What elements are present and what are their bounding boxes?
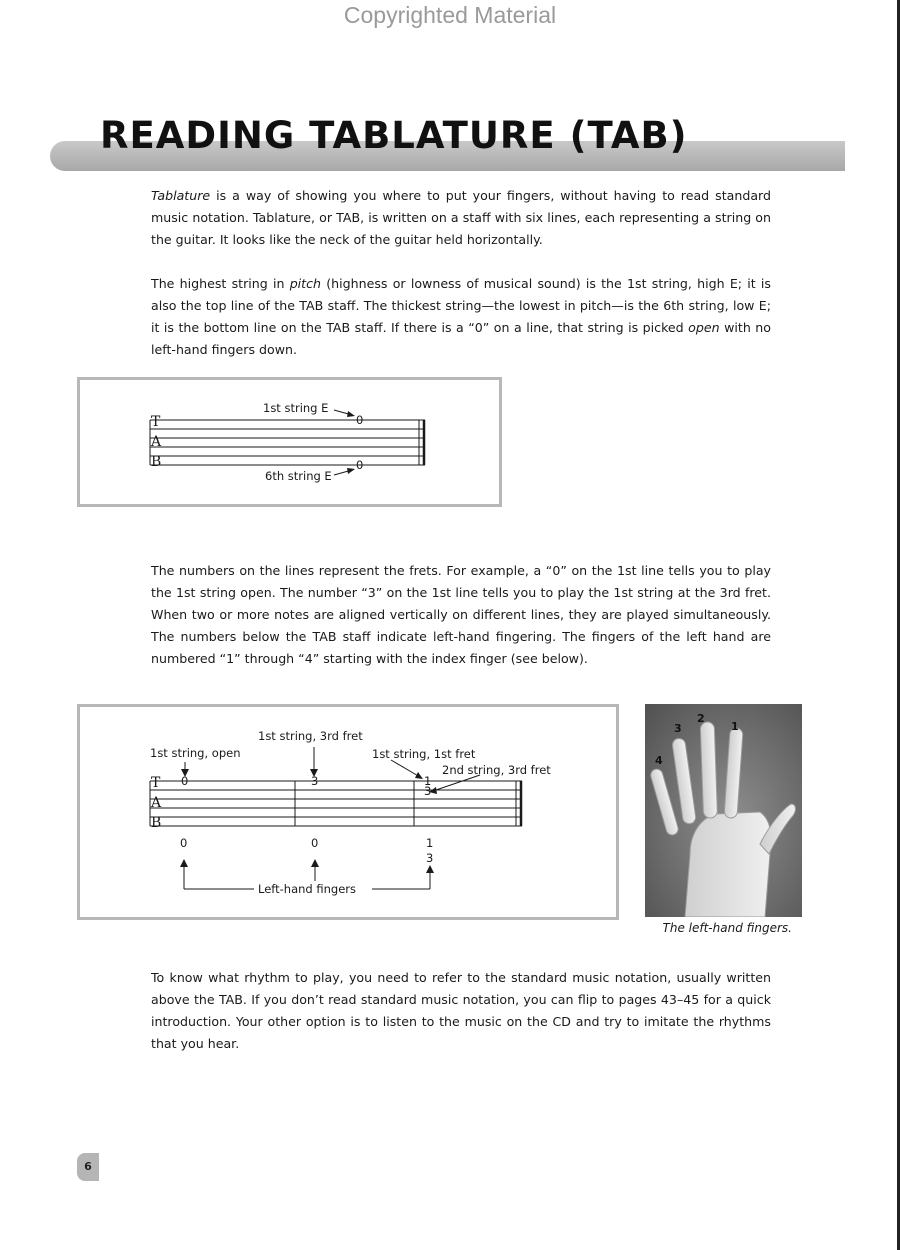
paragraph-rhythm: To know what rhythm to play, you need to refer to the standard music notation, usually written above the TAB. If you don’t read standard music notation, you can flip to pages 43–45 for a quick introduction. Your other option is to listen to the music on the CD and try to imitate the rhythms that you hear.	[151, 970, 771, 1051]
tab-note-bottom: 0	[356, 458, 364, 472]
tab-note-1st-fret: 1	[424, 774, 432, 788]
term-pitch: pitch	[289, 276, 322, 291]
label-6th-string-e: 6th string E	[265, 469, 332, 483]
label-1st-string-e: 1st string E	[263, 401, 329, 415]
hand-illustration	[645, 704, 802, 917]
tab-letter-b: B	[151, 454, 162, 470]
tab-note-top: 0	[356, 413, 364, 427]
finger-number-3a: 1	[426, 836, 434, 850]
watermark: Copyrighted Material	[343, 2, 557, 28]
finger-number-3b: 3	[426, 851, 434, 865]
paragraph-frets: The numbers on the lines represent the frets. For example, a “0” on the 1st line tells you to play the 1st string open. The number “3” on the 1st line tells you to play the 1st string at the 3rd fret. When two or more notes are aligned vertically on different lines, they are played simultaneously. The numbers below the TAB staff indicate left-hand fingering. The fingers of the left hand are numbered “1” through “4” starting with the index finger (see below).	[151, 563, 771, 666]
page-number: 6	[77, 1153, 99, 1181]
tab-staff-svg-1	[80, 380, 499, 504]
tab-letter-t: T	[151, 414, 161, 430]
tab-letter-a: A	[151, 795, 162, 811]
finger-number-2: 0	[311, 836, 319, 850]
label-1st-string-3rd-fret: 1st string, 3rd fret	[258, 729, 363, 743]
label-1st-string-1st-fret: 1st string, 1st fret	[372, 747, 476, 761]
finger-2-middle	[700, 722, 717, 818]
paragraph-pitch	[151, 273, 771, 361]
term-open: open	[688, 320, 720, 335]
left-hand-photo	[645, 704, 802, 917]
label-2nd-string-3rd-fret: 2nd string, 3rd fret	[442, 763, 551, 777]
finger-label-1: 1	[731, 720, 739, 733]
arrow-top-head	[347, 411, 355, 417]
tab-note-2nd-string: 3	[424, 784, 432, 798]
paragraph-2-part-c: with no left-hand fingers down.	[151, 320, 771, 357]
paragraph-1-text: is a way of showing you where to put your fingers, without having to read standard music notation. Tablature, or TAB, is written on a staff with six lines, each representing a string on the guitar. It looks like the neck of the guitar held horizontally.	[151, 188, 771, 247]
finger-label-2: 2	[697, 712, 705, 725]
finger-4-pinky	[649, 768, 679, 837]
bracket-left-arrow	[180, 859, 188, 867]
arrow-2nd-line	[433, 775, 480, 791]
finger-3-ring	[672, 738, 697, 825]
tab-figure-open-strings	[77, 377, 502, 507]
arrow-1st-head	[415, 772, 423, 779]
paragraph-2-part-b: (highness or lowness of musical sound) is the 1st string, high E; it is also the top line of the TAB staff. The thickest string—the lowest in pitch—is the 6th string, low E; it is the bottom line on the TAB staff. If there is a “0” on a line, that string is picked	[151, 276, 771, 335]
tab-letter-b: B	[151, 815, 162, 831]
photo-caption: The left-hand fingers.	[662, 921, 792, 935]
tab-figure-fingering	[77, 704, 619, 920]
tab-note-open: 0	[181, 774, 189, 788]
tab-note-3rd-fret: 3	[311, 774, 319, 788]
finger-number-1: 0	[180, 836, 188, 850]
arrow-1st-line	[391, 760, 420, 777]
tab-letter-t: T	[151, 775, 161, 791]
label-1st-string-open: 1st string, open	[150, 746, 241, 760]
page-title: READING TABLATURE (TAB)	[100, 114, 688, 157]
term-tablature: Tablature	[151, 188, 211, 203]
paragraph-tablature-intro	[151, 185, 771, 251]
bracket-mid-arrow	[311, 859, 319, 867]
finger-label-3: 3	[674, 722, 682, 735]
bracket-right-arrow	[426, 865, 434, 873]
label-left-hand-fingers: Left-hand fingers	[258, 882, 356, 896]
finger-label-4: 4	[655, 754, 663, 767]
finger-1-index	[724, 728, 743, 819]
palm-shape	[685, 812, 771, 917]
paragraph-2-part-a: The highest string in	[151, 276, 290, 291]
tab-staff-svg-2	[80, 707, 616, 917]
arrow-bottom-head	[347, 468, 355, 474]
tab-letter-a: A	[151, 434, 162, 450]
